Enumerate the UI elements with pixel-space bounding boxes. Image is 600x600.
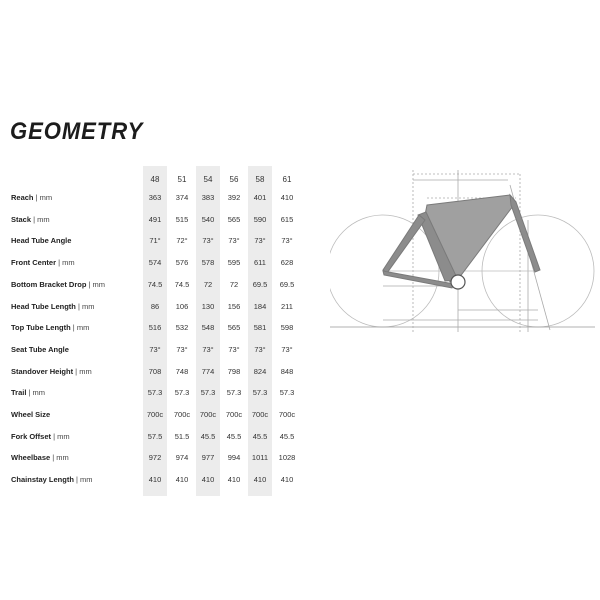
row-label: Wheel Size <box>11 410 51 419</box>
table-cell: 1028 <box>278 453 296 463</box>
table-cell: 565 <box>227 323 241 333</box>
row-label: Seat Tube Angle <box>11 344 69 354</box>
row-label: Bottom Bracket Drop | mm <box>11 279 106 289</box>
bike-frame <box>383 195 540 289</box>
table-cell: 374 <box>175 193 189 202</box>
table-cell: 972 <box>148 453 162 463</box>
table-cell: 73° <box>228 344 240 354</box>
row-label: Front Center | mm <box>11 258 75 268</box>
row-label: Fork Offset | mm <box>11 431 70 441</box>
table-cell: 410 <box>253 475 267 485</box>
table-cell: 73° <box>202 236 214 246</box>
table-cell: 798 <box>227 366 241 376</box>
table-cell: 72 <box>229 279 239 289</box>
size-header: 58 <box>255 175 265 184</box>
size-header: 61 <box>282 175 292 184</box>
table-cell: 700c <box>278 410 296 419</box>
table-cell: 57.3 <box>174 388 190 398</box>
table-cell: 73° <box>202 344 214 354</box>
table-cell: 74.5 <box>174 279 190 289</box>
table-cell: 700c <box>225 410 243 419</box>
size-header: 56 <box>229 175 239 184</box>
table-cell: 410 <box>201 475 215 485</box>
table-cell: 211 <box>281 301 293 311</box>
table-cell: 700c <box>251 410 269 419</box>
table-cell: 410 <box>280 193 294 202</box>
size-header: 48 <box>150 175 160 184</box>
table-cell: 72° <box>176 236 188 246</box>
table-cell: 69.5 <box>279 279 295 289</box>
table-cell: 516 <box>148 323 162 333</box>
table-cell: 540 <box>201 214 215 224</box>
table-cell: 595 <box>227 258 241 268</box>
table-cell: 615 <box>280 214 294 224</box>
table-cell: 410 <box>175 475 189 485</box>
table-cell: 628 <box>280 258 294 268</box>
table-cell: 548 <box>201 323 215 333</box>
table-cell: 994 <box>227 453 241 463</box>
table-cell: 51.5 <box>174 431 190 441</box>
table-cell: 977 <box>201 453 215 463</box>
table-cell: 824 <box>253 366 267 376</box>
row-label: Trail | mm <box>11 388 46 398</box>
table-cell: 974 <box>175 453 189 463</box>
table-cell: 611 <box>254 258 266 268</box>
table-cell: 774 <box>201 366 215 376</box>
table-cell: 73° <box>254 344 266 354</box>
row-label: Top Tube Length | mm <box>11 323 90 333</box>
table-cell: 598 <box>280 323 294 333</box>
table-cell: 57.5 <box>147 431 163 441</box>
table-cell: 363 <box>148 193 162 202</box>
table-cell: 383 <box>201 193 215 202</box>
table-cell: 581 <box>253 323 267 333</box>
size-header: 51 <box>177 175 187 184</box>
table-cell: 410 <box>280 475 294 485</box>
row-label: Chainstay Length | mm <box>11 475 93 485</box>
table-cell: 130 <box>201 301 215 311</box>
table-cell: 156 <box>227 301 241 311</box>
row-label: Head Tube Length | mm <box>11 301 95 311</box>
table-cell: 73° <box>149 344 161 354</box>
table-cell: 392 <box>227 193 241 202</box>
table-cell: 57.3 <box>147 388 163 398</box>
table-cell: 45.5 <box>279 431 295 441</box>
table-cell: 73° <box>281 344 293 354</box>
table-cell: 410 <box>148 475 162 485</box>
table-cell: 565 <box>227 214 241 224</box>
table-cell: 71° <box>149 236 161 246</box>
table-cell: 57.3 <box>279 388 295 398</box>
table-cell: 57.3 <box>226 388 242 398</box>
bike-geometry-diagram <box>330 160 595 340</box>
row-label: Standover Height | mm <box>11 366 92 376</box>
table-cell: 848 <box>280 366 294 376</box>
row-label: Reach | mm <box>11 193 53 202</box>
table-cell: 574 <box>148 258 162 268</box>
row-label: Wheelbase | mm <box>11 453 69 463</box>
table-cell: 576 <box>175 258 189 268</box>
table-cell: 73° <box>228 236 240 246</box>
table-cell: 184 <box>253 301 267 311</box>
table-cell: 57.3 <box>252 388 268 398</box>
table-cell: 700c <box>173 410 191 419</box>
table-cell: 491 <box>148 214 162 224</box>
size-header: 54 <box>203 175 213 184</box>
table-cell: 45.5 <box>226 431 242 441</box>
table-cell: 708 <box>148 366 162 376</box>
row-label: Head Tube Angle <box>11 236 72 246</box>
table-cell: 45.5 <box>252 431 268 441</box>
table-cell: 74.5 <box>147 279 163 289</box>
table-cell: 578 <box>201 258 215 268</box>
table-cell: 73° <box>281 236 293 246</box>
table-cell: 45.5 <box>200 431 216 441</box>
table-cell: 401 <box>253 193 267 202</box>
table-cell: 106 <box>175 301 189 311</box>
table-cell: 700c <box>146 410 164 419</box>
table-cell: 515 <box>175 214 189 224</box>
table-cell: 410 <box>227 475 241 485</box>
page-title: GEOMETRY <box>10 118 144 145</box>
table-cell: 86 <box>150 301 160 311</box>
table-cell: 590 <box>253 214 267 224</box>
table-cell: 72 <box>203 279 213 289</box>
table-cell: 57.3 <box>200 388 216 398</box>
table-cell: 700c <box>199 410 217 419</box>
table-cell: 532 <box>175 323 189 333</box>
table-cell: 1011 <box>251 453 269 463</box>
row-label: Stack | mm <box>11 214 50 224</box>
table-cell: 748 <box>175 366 189 376</box>
table-cell: 69.5 <box>252 279 268 289</box>
table-cell: 73° <box>176 344 188 354</box>
table-cell: 73° <box>254 236 266 246</box>
